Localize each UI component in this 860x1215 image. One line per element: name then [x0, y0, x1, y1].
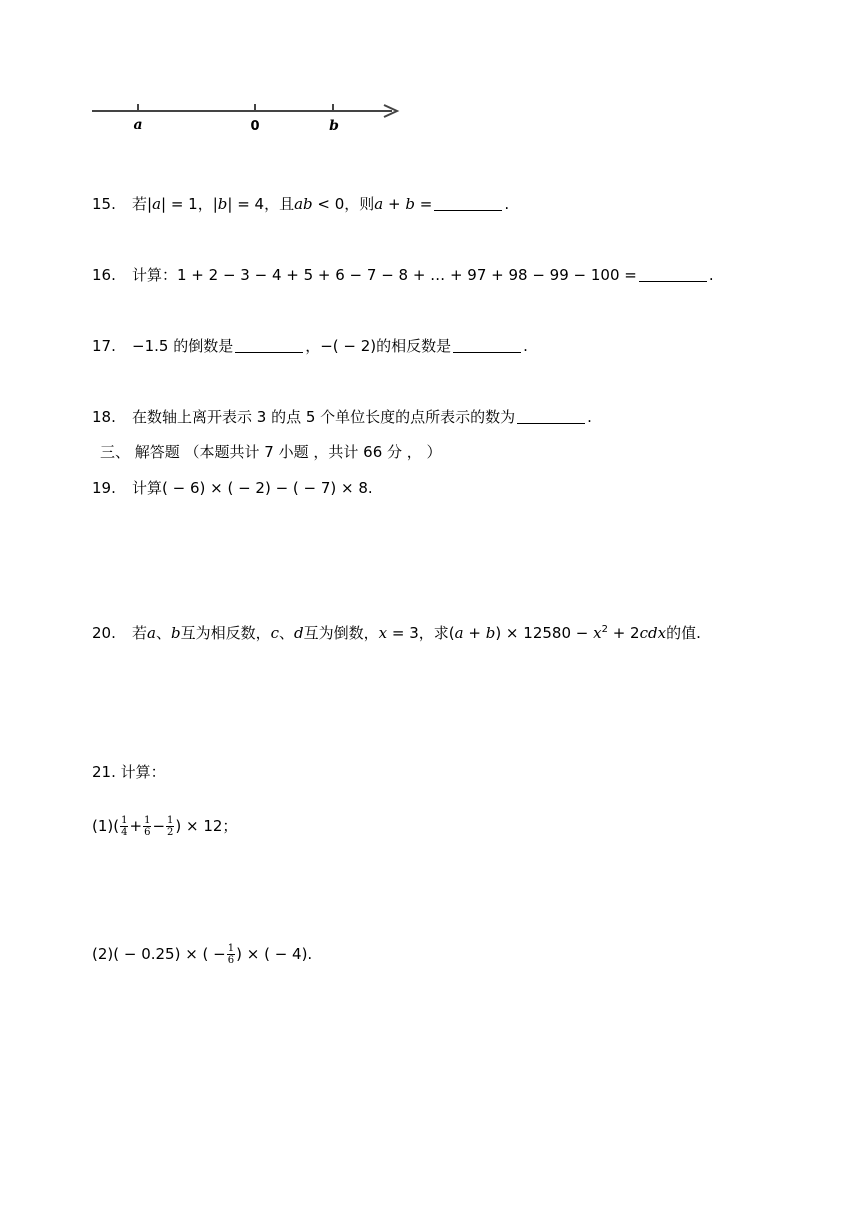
q20-text: + 2 — [607, 624, 640, 642]
q15-var-b: b — [405, 195, 415, 213]
q15-text: + — [383, 195, 406, 213]
fraction-1-4: $\frac{1}{4}$ — [121, 815, 128, 838]
q20-var-cdx: cdx — [639, 624, 667, 642]
q21p1-text: (1)( — [92, 817, 120, 835]
q20-number: 20. — [92, 624, 116, 642]
q17-answer-blank-1[interactable] — [235, 336, 303, 353]
q16-text: . — [708, 266, 714, 284]
section-3-heading: 三、 解答题 （本题共计 7 小题 ，共计 66 分 ， ） — [100, 443, 442, 461]
q20-text: 若 — [132, 624, 148, 642]
q16-text: 计算：1 + 2 − 3 − 4 + 5 + 6 − 7 − 8 + … + 97 + 98 − 99 − 100 = — [132, 266, 637, 284]
fraction-1-6: $\frac{1}{6}$ — [227, 943, 235, 966]
q17-text: −1.5 的倒数是 — [132, 337, 234, 355]
q20-text: 、 — [279, 624, 295, 642]
q20-text: ) × 12580 − — [495, 624, 594, 642]
q18-number: 18. — [92, 408, 116, 426]
q15-var-b: b — [217, 195, 228, 213]
q20-var-a: a — [147, 624, 156, 642]
q20-var-a: a — [454, 624, 464, 642]
number-line — [0, 0, 860, 140]
question-16 — [92, 264, 714, 286]
question-18 — [92, 406, 592, 428]
q15-text: . — [504, 195, 510, 213]
q15-var-ab: ab — [294, 195, 313, 213]
q20-var-x: x — [378, 624, 388, 642]
q20-var-b: b — [170, 624, 181, 642]
q15-text: 若| — [132, 195, 153, 213]
fraction-1-6: $\frac{1}{6}$ — [144, 815, 151, 838]
q17-text: ，−( − 2)的相反数是 — [305, 337, 452, 355]
q20-var-d: d — [294, 624, 304, 642]
q15-answer-blank[interactable] — [434, 194, 502, 211]
label-0: 0 — [250, 119, 260, 134]
q15-text: = — [414, 195, 433, 213]
q18-text: 在数轴上离开表示 3 的点 5 个单位长度的点所表示的数为 — [132, 408, 516, 426]
question-17 — [92, 335, 528, 357]
q20-var-x: x — [593, 624, 602, 642]
q21p1-text: ) × 12； — [175, 817, 238, 835]
q15-var-a: a — [152, 195, 162, 213]
q19-text: 计算( − 6) × ( − 2) − ( − 7) × 8. — [132, 479, 373, 497]
q15-var-a: a — [374, 195, 384, 213]
q18-text: . — [587, 408, 592, 426]
q16-answer-blank[interactable] — [639, 265, 707, 282]
q15-text: | = 1，| — [161, 195, 218, 213]
question-21-part-2 — [92, 940, 312, 968]
q21p2-text: ) × ( − 4). — [236, 945, 313, 963]
q17-number: 17. — [92, 337, 116, 355]
q20-exponent: 2 — [601, 624, 608, 635]
q20-text: + — [463, 624, 486, 642]
q19-number: 19. — [92, 479, 116, 497]
q20-var-c: c — [270, 624, 280, 642]
label-b: b — [329, 118, 339, 134]
q16-number: 16. — [92, 266, 116, 284]
q20-text: 互为相反数， — [180, 624, 271, 642]
question-15 — [92, 193, 509, 215]
question-21-part-1 — [92, 812, 237, 840]
fraction-1-2: $\frac{1}{2}$ — [167, 815, 174, 838]
q21p2-text: (2)( − 0.25) × ( − — [92, 945, 226, 963]
label-a: a — [133, 117, 143, 133]
question-19 — [92, 477, 373, 499]
question-21-title: 21. 计算： — [92, 763, 166, 781]
q18-answer-blank[interactable] — [517, 407, 585, 424]
q20-text: 、 — [155, 624, 171, 642]
q15-text: | = 4，且 — [227, 195, 295, 213]
q20-text: = 3，求( — [387, 624, 455, 642]
question-20 — [92, 619, 701, 644]
q20-text: 互为倒数， — [303, 624, 379, 642]
q20-text: 的值. — [666, 624, 701, 642]
q17-answer-blank-2[interactable] — [453, 336, 521, 353]
q21p1-op: + — [129, 817, 143, 835]
q15-number: 15. — [92, 195, 116, 213]
q20-var-b: b — [485, 624, 496, 642]
q17-text: . — [523, 337, 528, 355]
q21p1-op: − — [152, 817, 166, 835]
q15-text: < 0，则 — [312, 195, 375, 213]
